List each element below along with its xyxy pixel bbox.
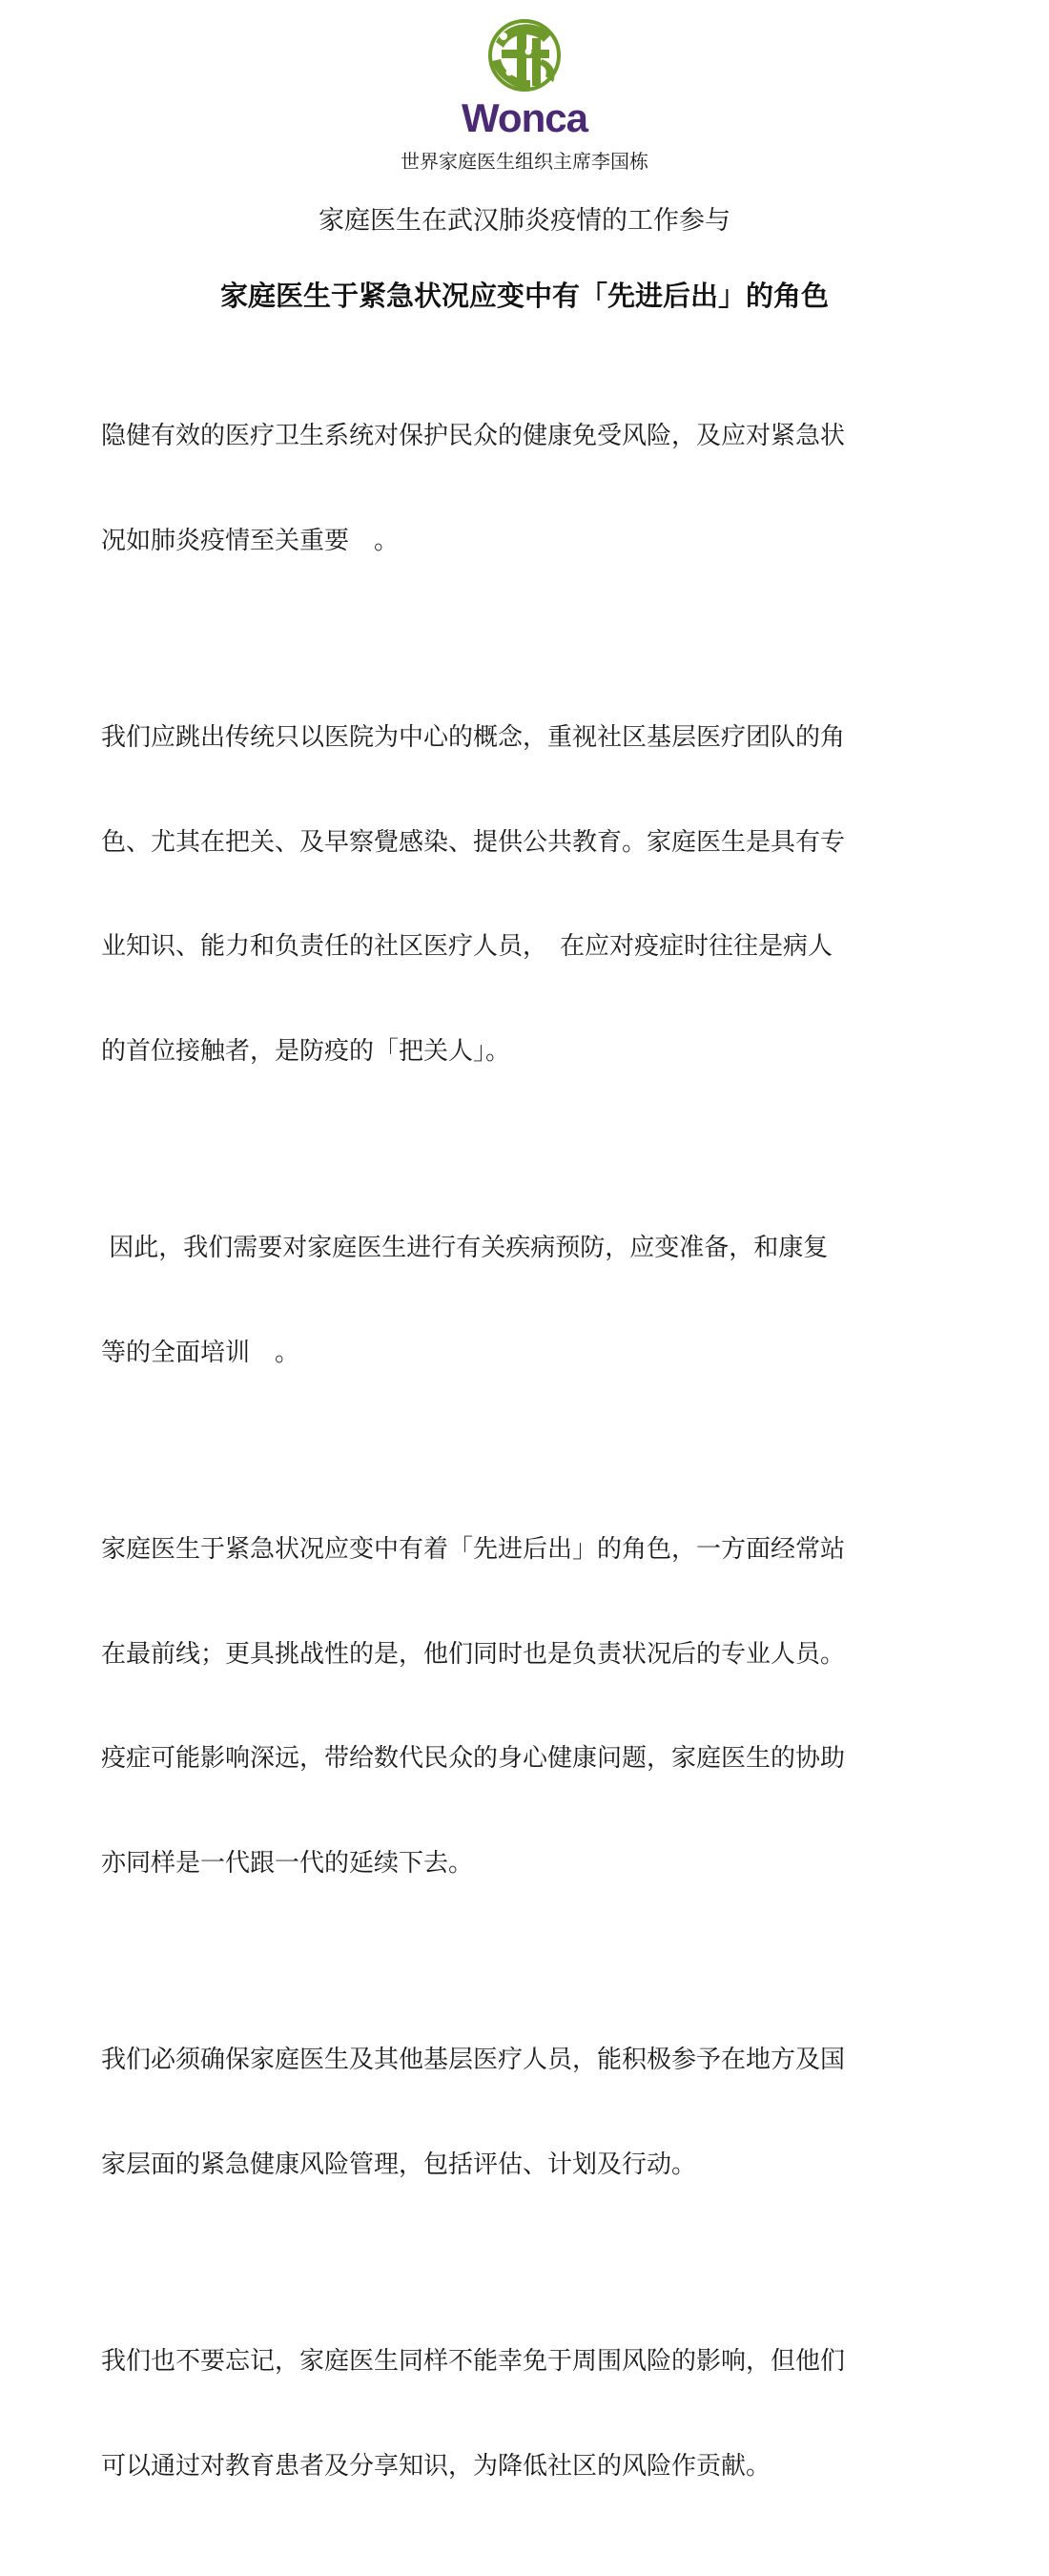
paragraph bbox=[101, 2275, 959, 2553]
text-line: 因此，我们需要对家庭医生进行有关疾病预防，应变准备，和康复 bbox=[101, 1234, 829, 1262]
logo-wordmark: Wonca bbox=[462, 95, 587, 140]
paragraph bbox=[101, 1161, 959, 1440]
paragraph bbox=[101, 349, 959, 628]
text-line: 的首位接触者，是防疫的「把关人」。 bbox=[101, 1036, 511, 1066]
text-line: 色、尤其在把关、及早察覺感染、提供公共教育。家庭医生是具有专 bbox=[101, 827, 846, 857]
text-line: 我们也不要忘记，家庭医生同样不能幸免于周围风险的影响，但他们 bbox=[101, 2347, 846, 2376]
text-line: 家层面的紧急健康风险管理，包括评估、计划及行动。 bbox=[101, 2150, 697, 2179]
text-line: 亦同样是一代跟一代的延续下去。 bbox=[101, 1848, 474, 1878]
text-line: 在最前线；更具挑战性的是，他们同时也是负责状况后的专业人员。 bbox=[101, 1639, 846, 1669]
logo bbox=[0, 13, 1049, 140]
text-line: 疫症可能影响深远，带给数代民众的身心健康问题，家庭医生的协助 bbox=[101, 1744, 846, 1773]
text-line: 隐健有效的医疗卫生系统对保护民众的健康免受风险，及应对紧急状 bbox=[101, 422, 846, 450]
paragraph bbox=[101, 1463, 959, 1950]
text-line: 等的全面培训 。 bbox=[101, 1338, 300, 1367]
document-body bbox=[101, 349, 959, 2576]
paragraph bbox=[101, 651, 959, 1138]
organization-line: 世界家庭医生组织主席李国栋 bbox=[401, 150, 648, 173]
document-subtitle: 家庭医生在武汉肺炎疫情的工作参与 bbox=[319, 206, 730, 236]
text-line: 我们必须确保家庭医生及其他基层医疗人员，能积极参予在地方及国 bbox=[101, 2046, 846, 2074]
text-line: 况如肺炎疫情至关重要 。 bbox=[101, 526, 400, 555]
wonca-logo-icon bbox=[420, 13, 629, 140]
text-line: 家庭医生于紧急状况应变中有着「先进后出」的角色，一方面经常站 bbox=[101, 1535, 846, 1564]
paragraph bbox=[101, 1973, 959, 2252]
text-line: 业知识、能力和负责任的社区医疗人员， 在应对疫症时往往是病人 bbox=[101, 932, 833, 961]
text-line: 可以通过对教育患者及分享知识，为降低社区的风险作贡献。 bbox=[101, 2451, 771, 2481]
document-title: 家庭医生于紧急状况应变中有「先进后出」的角色 bbox=[219, 280, 829, 312]
text-line: 我们应跳出传统只以医院为中心的概念，重视社区基层医疗团队的角 bbox=[101, 723, 846, 752]
